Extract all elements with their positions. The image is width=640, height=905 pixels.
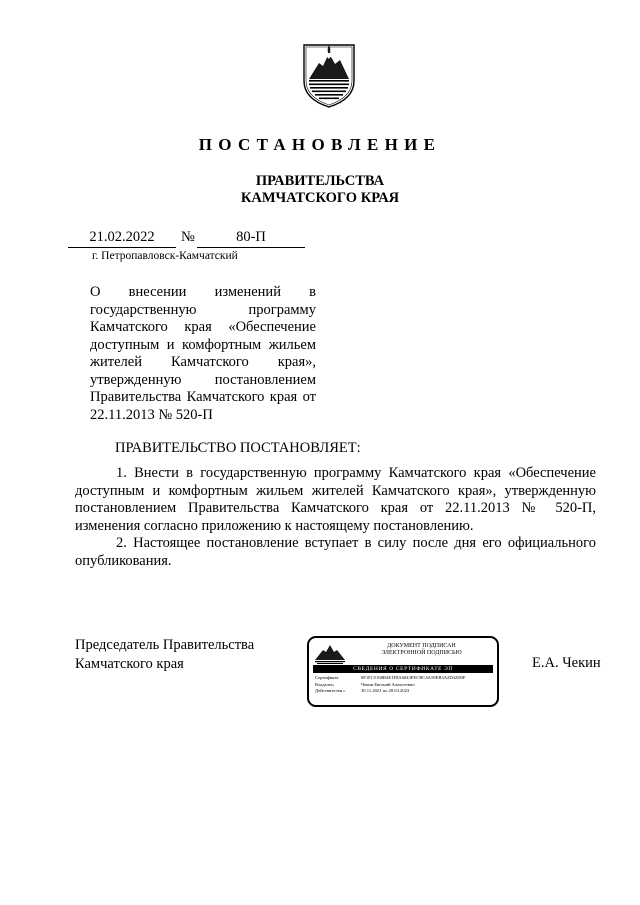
authority-line-2: КАМЧАТСКОГО КРАЯ bbox=[240, 190, 400, 206]
certificate-row bbox=[315, 688, 495, 695]
certificate-row-label: Действителен с bbox=[315, 688, 346, 693]
signatory-position-line-1: Председатель Правительства bbox=[75, 637, 255, 653]
issuing-authority bbox=[0, 173, 640, 207]
number-sign: № bbox=[181, 229, 195, 245]
decree-items bbox=[75, 465, 596, 570]
certificate-row-value: 0F1FC5168B4E1F8A6043FECBC4A59EB3A2D42D0F bbox=[361, 675, 466, 680]
certificate-row-label: Сертификат bbox=[315, 675, 339, 680]
certificate-row-label: Владелец bbox=[315, 681, 334, 687]
document-date: 21.02.2022 bbox=[68, 229, 176, 248]
document-subject: О внесении изменений в государственную программу Камчатского края «Обеспечение доступным и комфортным жильем жителей Камчатского края», утвержденную постановлением Правительства Камчатского края от 22.11.2013 № 520-П bbox=[90, 284, 316, 423]
kamchatka-coat-of-arms-icon bbox=[301, 43, 357, 109]
document-type-title: ПОСТАНОВЛЕНИЕ bbox=[198, 135, 442, 154]
decree-statement: ПРАВИТЕЛЬСТВО ПОСТАНОВЛЯЕТ: bbox=[115, 440, 361, 456]
electronic-signature-stamp bbox=[307, 636, 499, 707]
certificate-info bbox=[315, 675, 495, 695]
signatory-position-line-2: Камчатского края bbox=[75, 656, 184, 672]
decree-item: 2. Настоящее постановление вступает в силу после дня его официального опубликования. bbox=[75, 535, 596, 569]
stamp-title-line-1: ДОКУМЕНТ ПОДПИСАН bbox=[387, 643, 456, 649]
stamp-title bbox=[349, 643, 494, 657]
signatory-position bbox=[75, 636, 254, 674]
stamp-title-line-2: ЭЛЕКТРОННОЙ ПОДПИСЬЮ bbox=[381, 650, 462, 656]
certificate-row-value: 30.11.2021 по 28.03.2023 bbox=[361, 688, 410, 693]
signer-name: Е.А. Чекин bbox=[532, 655, 601, 671]
certificate-info-header: СВЕДЕНИЯ О СЕРТИФИКАТЕ ЭП bbox=[313, 665, 493, 673]
decree-item: 1. Внести в государственную программу Камчатского края «Обеспечение доступным и комфортным жильем жителей Камчатского края», утвержденную постановлением Правительства Камчатского края от 22.11.2013 № 520-П, изменения согласно приложению к настоящему постановлению. bbox=[75, 465, 596, 534]
document-number: 80-П bbox=[197, 229, 305, 248]
place-of-issue: г. Петропавловск-Камчатский bbox=[92, 250, 238, 262]
authority-line-1: ПРАВИТЕЛЬСТВА bbox=[255, 173, 385, 189]
certificate-row-value: Чекин Евгений Алексеевич bbox=[361, 681, 415, 687]
stamp-coat-of-arms-icon bbox=[313, 642, 347, 664]
